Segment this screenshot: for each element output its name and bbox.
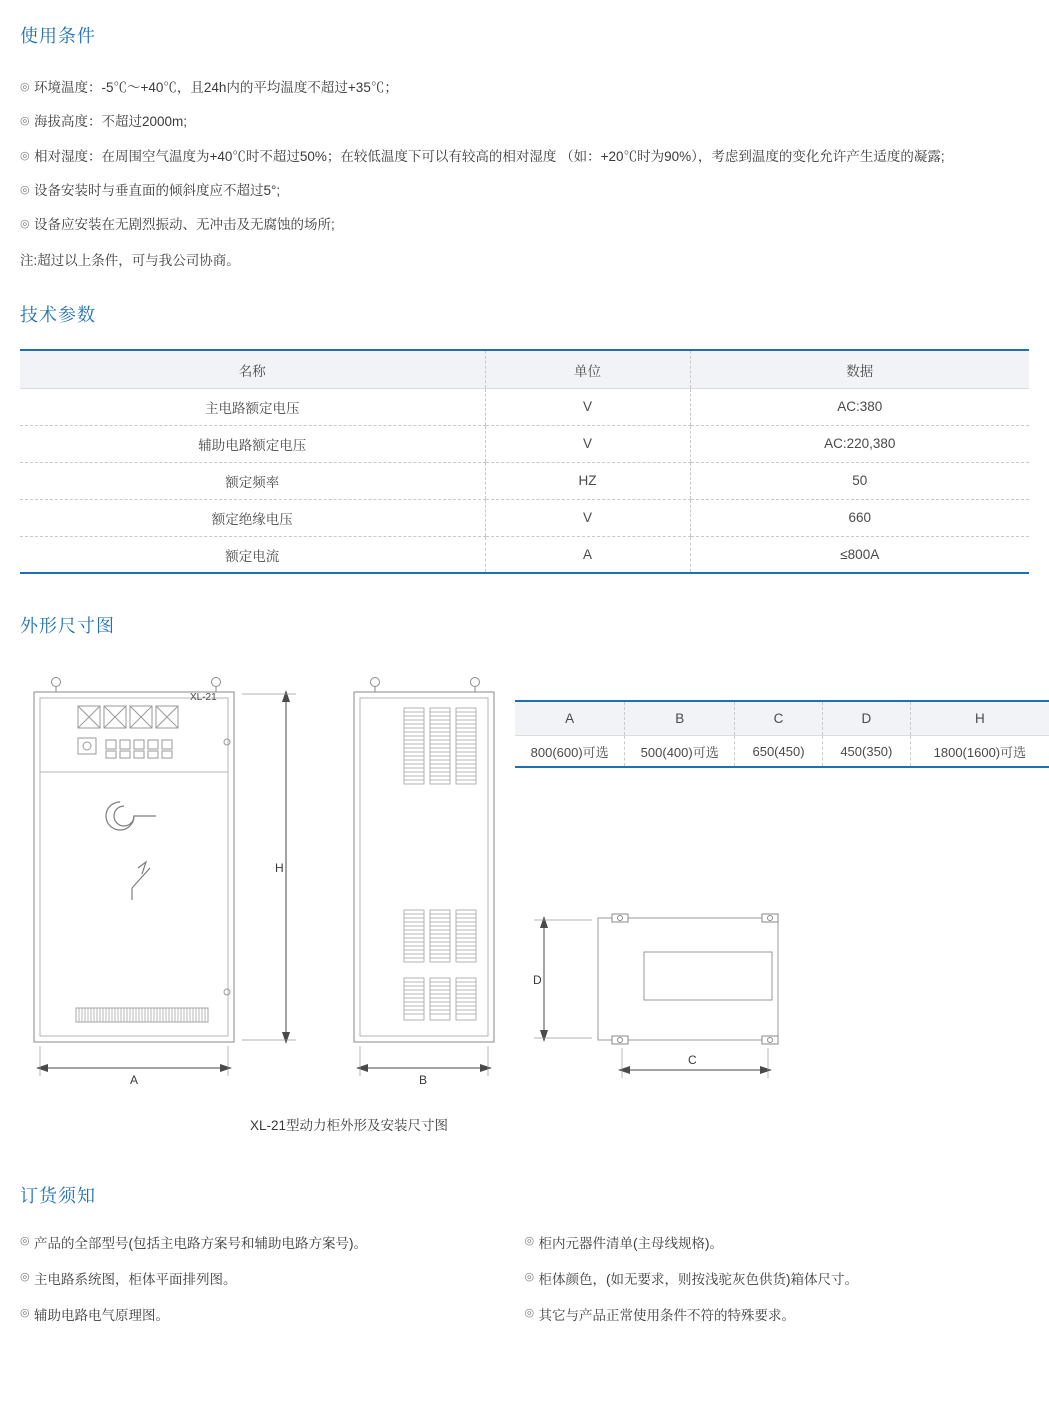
conditions-note: 注:超过以上条件，可与我公司协商。 <box>20 253 240 269</box>
bullet-icon: ◎ <box>524 1271 535 1284</box>
table-header-row <box>515 701 1049 735</box>
ordering-column-right <box>525 1232 1030 1340</box>
section-title-specs: 技术参数 <box>20 305 96 326</box>
spec-table <box>20 349 1029 574</box>
section-title-ordering: 订货须知 <box>20 1186 96 1207</box>
bullet-icon: ◎ <box>20 1271 30 1284</box>
bullet-icon: ◎ <box>20 218 30 230</box>
cell-name: 额定绝缘电压 <box>20 499 485 536</box>
conditions-list <box>20 78 1029 269</box>
section-title-dimensions: 外形尺寸图 <box>20 616 115 637</box>
ordering-section <box>20 1182 1029 1340</box>
bullet-icon: ◎ <box>524 1307 535 1320</box>
drawing-caption: XL-21型动力柜外形及安装尺寸图 <box>250 1118 449 1134</box>
bullet-icon: ◎ <box>20 183 30 196</box>
cell-data: ≤800A <box>690 536 1029 573</box>
ordering-text: 主电路系统图，柜体平面排列图。 <box>34 1272 237 1288</box>
cell-data: AC:220,380 <box>690 425 1029 462</box>
column-header-d: D <box>822 701 910 735</box>
list-item <box>525 1232 1030 1252</box>
ordering-columns <box>20 1232 1029 1340</box>
cell-a: 800(600)可选 <box>515 735 625 767</box>
column-header-data: 数据 <box>690 350 1029 388</box>
cell-unit: V <box>485 388 690 425</box>
cell-h: 1800(1600)可选 <box>910 735 1049 767</box>
dimension-options-table <box>515 700 1049 768</box>
bullet-icon: ◎ <box>524 1235 535 1248</box>
cell-unit: V <box>485 499 690 536</box>
bullet-icon: ◎ <box>20 115 30 128</box>
ordering-text: 其它与产品正常使用条件不符的特殊要求。 <box>538 1308 795 1324</box>
specs-section <box>20 301 1029 574</box>
cell-d: 450(350) <box>822 735 910 767</box>
column-header-a: A <box>515 701 625 735</box>
list-item <box>20 181 1029 201</box>
lifting-eye-front-left <box>47 678 65 693</box>
list-item <box>20 215 1029 235</box>
cell-name: 额定电流 <box>20 536 485 573</box>
ordering-text: 柜体颜色，(如无要求，则按浅驼灰色供货)箱体尺寸。 <box>538 1272 858 1288</box>
list-item <box>20 147 1029 167</box>
cell-data: 660 <box>690 499 1029 536</box>
bullet-icon: ◎ <box>20 81 30 93</box>
ordering-text: 柜内元器件清单(主母线规格)。 <box>538 1236 723 1252</box>
bullet-icon: ◎ <box>20 1235 30 1248</box>
bullet-icon: ◎ <box>20 1307 30 1320</box>
table-row <box>515 735 1049 767</box>
cell-c: 650(450) <box>735 735 823 767</box>
table-row <box>20 536 1029 573</box>
cell-unit: HZ <box>485 462 690 499</box>
label-depth-c: C <box>688 1053 697 1068</box>
ordering-text: 产品的全部型号(包括主电路方案号和辅助电路方案号)。 <box>34 1236 367 1252</box>
label-depth-d: D <box>533 973 542 988</box>
cell-unit: V <box>485 425 690 462</box>
column-header-c: C <box>735 701 823 735</box>
ordering-column-left <box>20 1232 525 1340</box>
list-item <box>20 1232 525 1252</box>
table-row <box>20 388 1029 425</box>
column-header-h: H <box>910 701 1049 735</box>
table-row <box>20 425 1029 462</box>
condition-text: 设备安装时与垂直面的倾斜度应不超过5°; <box>34 182 281 198</box>
cell-name: 辅助电路额定电压 <box>20 425 485 462</box>
table-row <box>20 499 1029 536</box>
cell-name: 额定频率 <box>20 462 485 499</box>
list-item <box>525 1304 1030 1324</box>
ordering-text: 辅助电路电气原理图。 <box>34 1308 169 1324</box>
label-width-a: A <box>130 1073 139 1088</box>
column-header-name: 名称 <box>20 350 485 388</box>
lifting-eye-side-left <box>366 678 384 693</box>
lifting-eye-front-right <box>207 678 225 693</box>
dimensions-section <box>20 612 1029 1142</box>
column-header-unit: 单位 <box>485 350 690 388</box>
dimension-drawings <box>20 672 1029 1142</box>
cell-b: 500(400)可选 <box>625 735 735 767</box>
condition-text: 设备应安装在无剧烈振动、无冲击及无腐蚀的场所; <box>34 217 335 232</box>
list-item <box>525 1268 1030 1288</box>
list-item <box>20 112 1029 132</box>
condition-text: 海拔高度：不超过2000m; <box>34 114 188 130</box>
label-width-b: B <box>419 1073 428 1088</box>
list-item <box>20 78 1029 98</box>
cell-data: 50 <box>690 462 1029 499</box>
list-item <box>20 1268 525 1288</box>
cabinet-model-label: XL-21 <box>190 692 217 704</box>
section-title-conditions: 使用条件 <box>20 26 96 46</box>
cell-name: 主电路额定电压 <box>20 388 485 425</box>
column-header-b: B <box>625 701 735 735</box>
cell-data: AC:380 <box>690 388 1029 425</box>
condition-text: 相对湿度：在周围空气温度为+40℃时不超过50%；在较低温度下可以有较高的相对湿度 （如：+20℃时为90%），考虑到温度的变化允许产生适度的凝露; <box>34 148 945 164</box>
cell-unit: A <box>485 536 690 573</box>
label-height: H <box>275 861 284 876</box>
bullet-icon: ◎ <box>20 149 30 162</box>
table-header-row <box>20 350 1029 388</box>
list-item <box>20 1304 525 1324</box>
lifting-eye-side-right <box>466 678 484 693</box>
condition-text: 环境温度：-5℃～+40℃，且24h内的平均温度不超过+35℃； <box>34 80 398 95</box>
table-row <box>20 462 1029 499</box>
